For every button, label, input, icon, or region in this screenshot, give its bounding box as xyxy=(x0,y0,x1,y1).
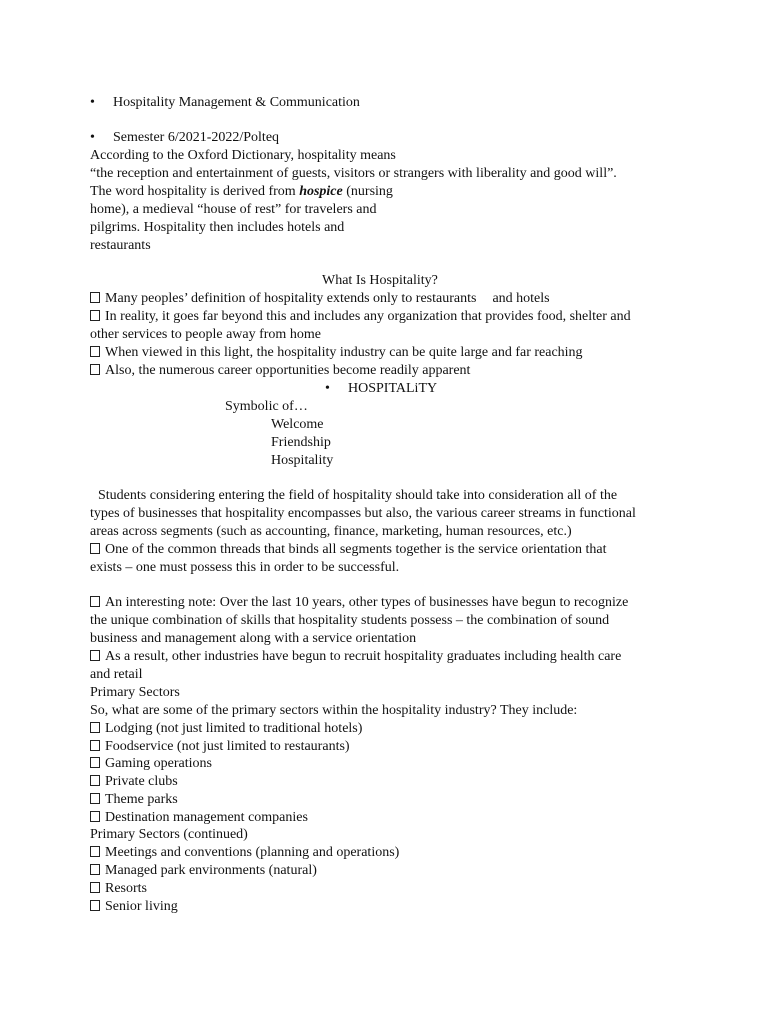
intro-line: restaurants xyxy=(90,238,151,253)
list-item: Destination management companies xyxy=(90,809,308,826)
students-line: Students considering entering the field of hospitality should take into consideration all of the xyxy=(98,488,618,503)
symbolic-item: Hospitality xyxy=(271,453,334,468)
symbolic-label: Symbolic of… xyxy=(225,399,308,414)
intro-text: The word hospitality is derived from xyxy=(90,184,300,199)
document-title: Hospitality Management & Communication xyxy=(113,95,360,110)
semester-text: Semester 6/2021-2022/Polteq xyxy=(113,130,280,145)
bullet-paragraph: Many peoples’ definition of hospitality extends only to restaurants and hotels xyxy=(90,290,550,307)
sectors-heading: Primary Sectors xyxy=(90,685,180,700)
square-bullet-icon xyxy=(90,740,100,751)
header-semester-line xyxy=(90,129,279,146)
intro-line: home), a medieval “house of rest” for travelers and xyxy=(90,202,377,217)
symbolic-item: Friendship xyxy=(271,435,331,450)
bullet: • xyxy=(325,381,330,396)
sectors-heading-continued: Primary Sectors (continued) xyxy=(90,827,248,842)
bullet-paragraph: Also, the numerous career opportunities become readily apparent xyxy=(90,362,470,379)
bullet-paragraph: In reality, it goes far beyond this and includes any organization that provides food, shelter and xyxy=(90,308,631,325)
square-bullet-icon xyxy=(90,722,100,733)
list-item: Lodging (not just limited to traditional hotels) xyxy=(90,720,362,737)
students-line: types of businesses that hospitality encompasses but also, the various career streams in functional xyxy=(90,506,636,521)
bullet-paragraph: When viewed in this light, the hospitality industry can be quite large and far reaching xyxy=(90,344,583,361)
list-item: Senior living xyxy=(90,898,178,915)
square-bullet-icon xyxy=(90,596,100,607)
sectors-question: So, what are some of the primary sectors within the hospitality industry? They include: xyxy=(90,703,578,718)
intro-line xyxy=(90,183,393,200)
square-bullet-icon xyxy=(90,292,100,303)
list-item: Meetings and conventions (planning and operations) xyxy=(90,844,399,861)
intro-line: “the reception and entertainment of guests, visitors or strangers with liberality and good will”. xyxy=(90,166,617,181)
intro-line: According to the Oxford Dictionary, hospitality means xyxy=(90,148,396,163)
square-bullet-icon xyxy=(90,882,100,893)
square-bullet-icon xyxy=(90,543,100,554)
square-bullet-icon xyxy=(90,793,100,804)
square-bullet-icon xyxy=(90,900,100,911)
list-item: Managed park environments (natural) xyxy=(90,862,317,879)
paragraph-continuation: and retail xyxy=(90,667,143,682)
square-bullet-icon xyxy=(90,775,100,786)
square-bullet-icon xyxy=(90,811,100,822)
list-item: Private clubs xyxy=(90,773,178,790)
paragraph-continuation: exists – one must possess this in order to be successful. xyxy=(90,560,400,575)
square-bullet-icon xyxy=(90,346,100,357)
paragraph-continuation: business and management along with a service orientation xyxy=(90,631,417,646)
square-bullet-icon xyxy=(90,864,100,875)
paragraph-continuation: other services to people away from home xyxy=(90,327,321,342)
square-bullet-icon xyxy=(90,364,100,375)
bullet: • xyxy=(90,130,95,145)
list-item: Foodservice (not just limited to restaurants) xyxy=(90,738,350,755)
paragraph-continuation: the unique combination of skills that hospitality students possess – the combination of sound xyxy=(90,613,610,628)
intro-line: pilgrims. Hospitality then includes hotels and xyxy=(90,220,345,235)
bullet-paragraph: As a result, other industries have begun to recruit hospitality graduates including health care xyxy=(90,648,621,665)
bullet: • xyxy=(90,95,95,110)
students-line: areas across segments (such as accounting, finance, marketing, human resources, etc.) xyxy=(90,524,572,539)
list-item: Theme parks xyxy=(90,791,178,808)
square-bullet-icon xyxy=(90,310,100,321)
header-title-line xyxy=(90,94,360,111)
list-item: Resorts xyxy=(90,880,147,897)
bullet-paragraph: An interesting note: Over the last 10 years, other types of businesses have begun to recognize xyxy=(90,594,628,611)
list-item: Gaming operations xyxy=(90,755,212,772)
hospice-emphasis: hospice xyxy=(299,184,343,199)
square-bullet-icon xyxy=(90,650,100,661)
symbolic-heading-line xyxy=(325,380,437,397)
bullet-paragraph: One of the common threads that binds all segments together is the service orientation that xyxy=(90,541,607,558)
symbolic-item: Welcome xyxy=(271,417,324,432)
section-heading: What Is Hospitality? xyxy=(322,273,438,288)
symbolic-heading: HOSPITALiTY xyxy=(348,381,438,396)
square-bullet-icon xyxy=(90,757,100,768)
square-bullet-icon xyxy=(90,846,100,857)
intro-text: (nursing xyxy=(342,184,393,199)
